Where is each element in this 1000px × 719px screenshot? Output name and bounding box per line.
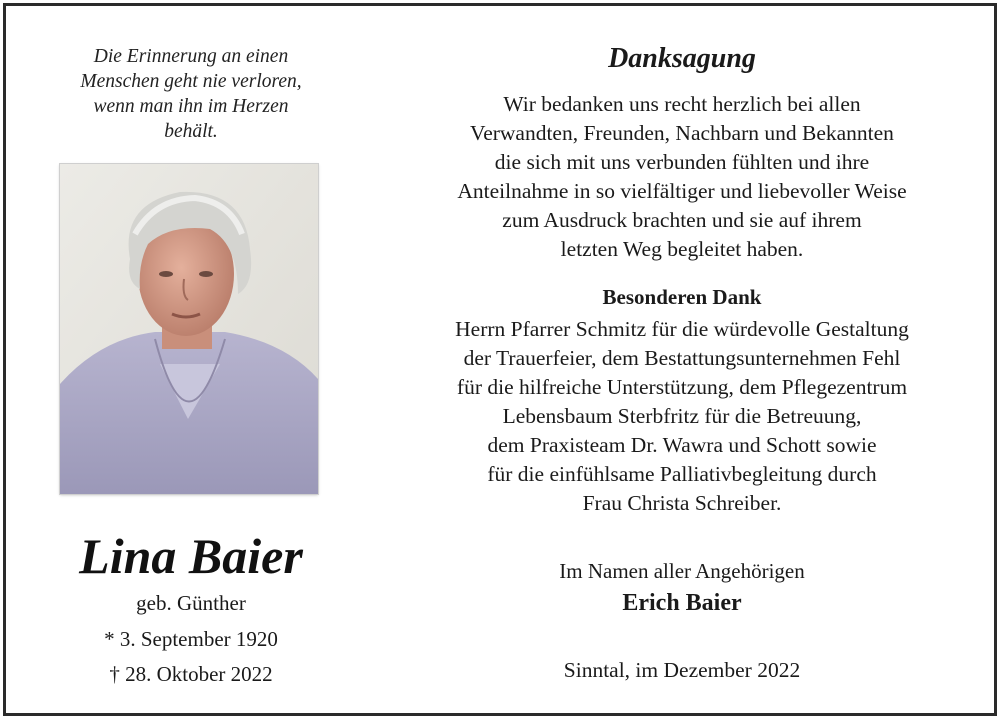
quote-line: Die Erinnerung an einen (93, 46, 289, 67)
text-line: letzten Weg begleitet haben. (560, 237, 804, 261)
left-column (6, 6, 376, 713)
quote-line: behält. (164, 121, 218, 142)
special-thanks-heading: Besonderen Dank (602, 285, 762, 309)
obituary-card (3, 3, 997, 716)
text-line: der Trauerfeier, dem Bestattungsunternehmen Fehl (463, 346, 901, 370)
text-line: Wir bedanken uns recht herzlich bei allen (503, 92, 861, 116)
special-thanks-paragraph (376, 315, 988, 518)
birth-date: * 3. September 1920 (104, 627, 278, 651)
text-line: für die einfühlsame Palliativbegleitung durch (487, 462, 877, 486)
maiden-name: geb. Günther (136, 591, 246, 615)
text-line: für die hilfreiche Unterstützung, dem Pflegezentrum (456, 375, 908, 399)
memorial-quote (46, 44, 336, 144)
right-column (376, 6, 988, 713)
deceased-name: Lina Baier (79, 528, 303, 584)
signer-name: Erich Baier (622, 590, 742, 616)
closing-line: Im Namen aller Angehörigen (559, 559, 805, 583)
text-line: Verwandten, Freunden, Nachbarn und Bekannten (470, 121, 894, 145)
text-line: Anteilnahme in so vielfältiger und liebevoller Weise (457, 179, 907, 203)
death-date: † 28. Oktober 2022 (109, 662, 273, 686)
text-line: die sich mit uns verbunden fühlten und ihre (494, 150, 870, 174)
text-line: dem Praxisteam Dr. Wawra und Schott sowie (487, 433, 877, 457)
text-line: zum Ausdruck brachten und sie auf ihrem (502, 208, 862, 232)
text-line: Frau Christa Schreiber. (582, 491, 782, 515)
quote-line: Menschen geht nie verloren, (80, 71, 302, 92)
life-dates (16, 588, 366, 691)
place-and-date: Sinntal, im Dezember 2022 (563, 658, 801, 682)
portrait-photo (60, 164, 318, 494)
text-line: Herrn Pfarrer Schmitz für die würdevolle Gestaltung (455, 317, 909, 341)
text-line: Lebensbaum Sterbfritz für die Betreuung, (502, 404, 862, 428)
thanks-heading: Danksagung (608, 43, 756, 74)
quote-line: wenn man ihn im Herzen (93, 96, 289, 117)
thanks-paragraph (376, 90, 988, 264)
